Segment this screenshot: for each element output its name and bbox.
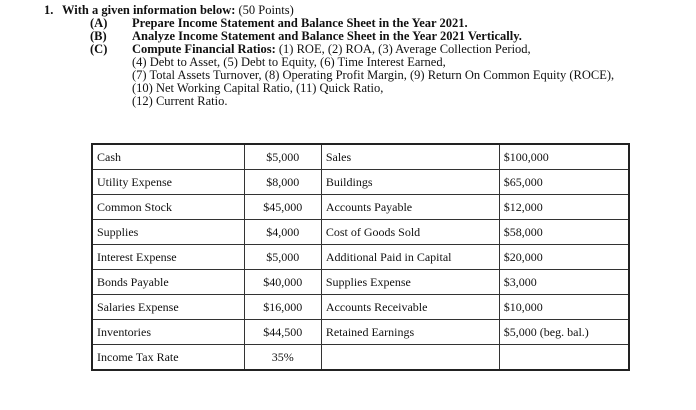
ratio-line: (4) Debt to Asset, (5) Debt to Equity, (6) Time Interest Earned, (132, 55, 446, 69)
account-name: Buildings (321, 170, 499, 195)
account-amount: $8,000 (244, 170, 321, 195)
table-row (92, 144, 629, 170)
account-amount: $16,000 (244, 295, 321, 320)
question-intro-text: With a given information below: (62, 3, 236, 17)
account-data-table (91, 143, 630, 371)
account-name: Additional Paid in Capital (321, 245, 499, 270)
task-b-letter: (B) (90, 29, 107, 43)
ratio-line: (12) Current Ratio. (132, 94, 228, 108)
account-name: Inventories (92, 320, 244, 345)
account-amount: $10,000 (499, 295, 629, 320)
table-row (92, 320, 629, 345)
account-name: Cash (92, 144, 244, 170)
task-c-text: (1) ROE, (2) ROA, (3) Average Collection Period, (278, 42, 531, 56)
ratio-line: (10) Net Working Capital Ratio, (11) Quick Ratio, (132, 81, 384, 95)
task-a-text: Prepare Income Statement and Balance Sheet in the Year 2021. (132, 16, 468, 30)
account-amount: $3,000 (499, 270, 629, 295)
account-amount: $12,000 (499, 195, 629, 220)
table-row (92, 220, 629, 245)
table-row (92, 270, 629, 295)
table-row (92, 345, 629, 371)
account-amount: $58,000 (499, 220, 629, 245)
account-name: Income Tax Rate (92, 345, 244, 371)
account-name: Retained Earnings (321, 320, 499, 345)
account-name (321, 345, 499, 371)
account-name: Bonds Payable (92, 270, 244, 295)
table-row (92, 245, 629, 270)
ratio-line: (7) Total Assets Turnover, (8) Operating Profit Margin, (9) Return On Common Equity (ROCE), (132, 68, 615, 82)
account-amount: $5,000 (244, 144, 321, 170)
table-row (92, 195, 629, 220)
task-c-letter: (C) (90, 42, 108, 56)
account-amount: $44,500 (244, 320, 321, 345)
task-b-text: Analyze Income Statement and Balance Sheet in the Year 2021 Vertically. (132, 29, 522, 43)
task-a-letter: (A) (90, 16, 108, 30)
account-name: Accounts Receivable (321, 295, 499, 320)
account-amount: $45,000 (244, 195, 321, 220)
account-name: Cost of Goods Sold (321, 220, 499, 245)
account-amount: $20,000 (499, 245, 629, 270)
account-name: Common Stock (92, 195, 244, 220)
account-name: Supplies (92, 220, 244, 245)
account-amount: $5,000 (beg. bal.) (499, 320, 629, 345)
table-row (92, 295, 629, 320)
question-header (44, 4, 694, 108)
account-name: Interest Expense (92, 245, 244, 270)
question-number: 1. (44, 3, 54, 17)
account-amount: $5,000 (244, 245, 321, 270)
account-amount: $4,000 (244, 220, 321, 245)
account-amount: $40,000 (244, 270, 321, 295)
account-amount: 35% (244, 345, 321, 371)
account-amount: $65,000 (499, 170, 629, 195)
table-row (92, 170, 629, 195)
account-name: Utility Expense (92, 170, 244, 195)
account-amount (499, 345, 629, 371)
account-name: Accounts Payable (321, 195, 499, 220)
account-amount: $100,000 (499, 144, 629, 170)
account-name: Sales (321, 144, 499, 170)
question-points: (50 Points) (238, 3, 294, 17)
task-c-label: Compute Financial Ratios: (132, 42, 276, 56)
account-name: Supplies Expense (321, 270, 499, 295)
account-name: Salaries Expense (92, 295, 244, 320)
